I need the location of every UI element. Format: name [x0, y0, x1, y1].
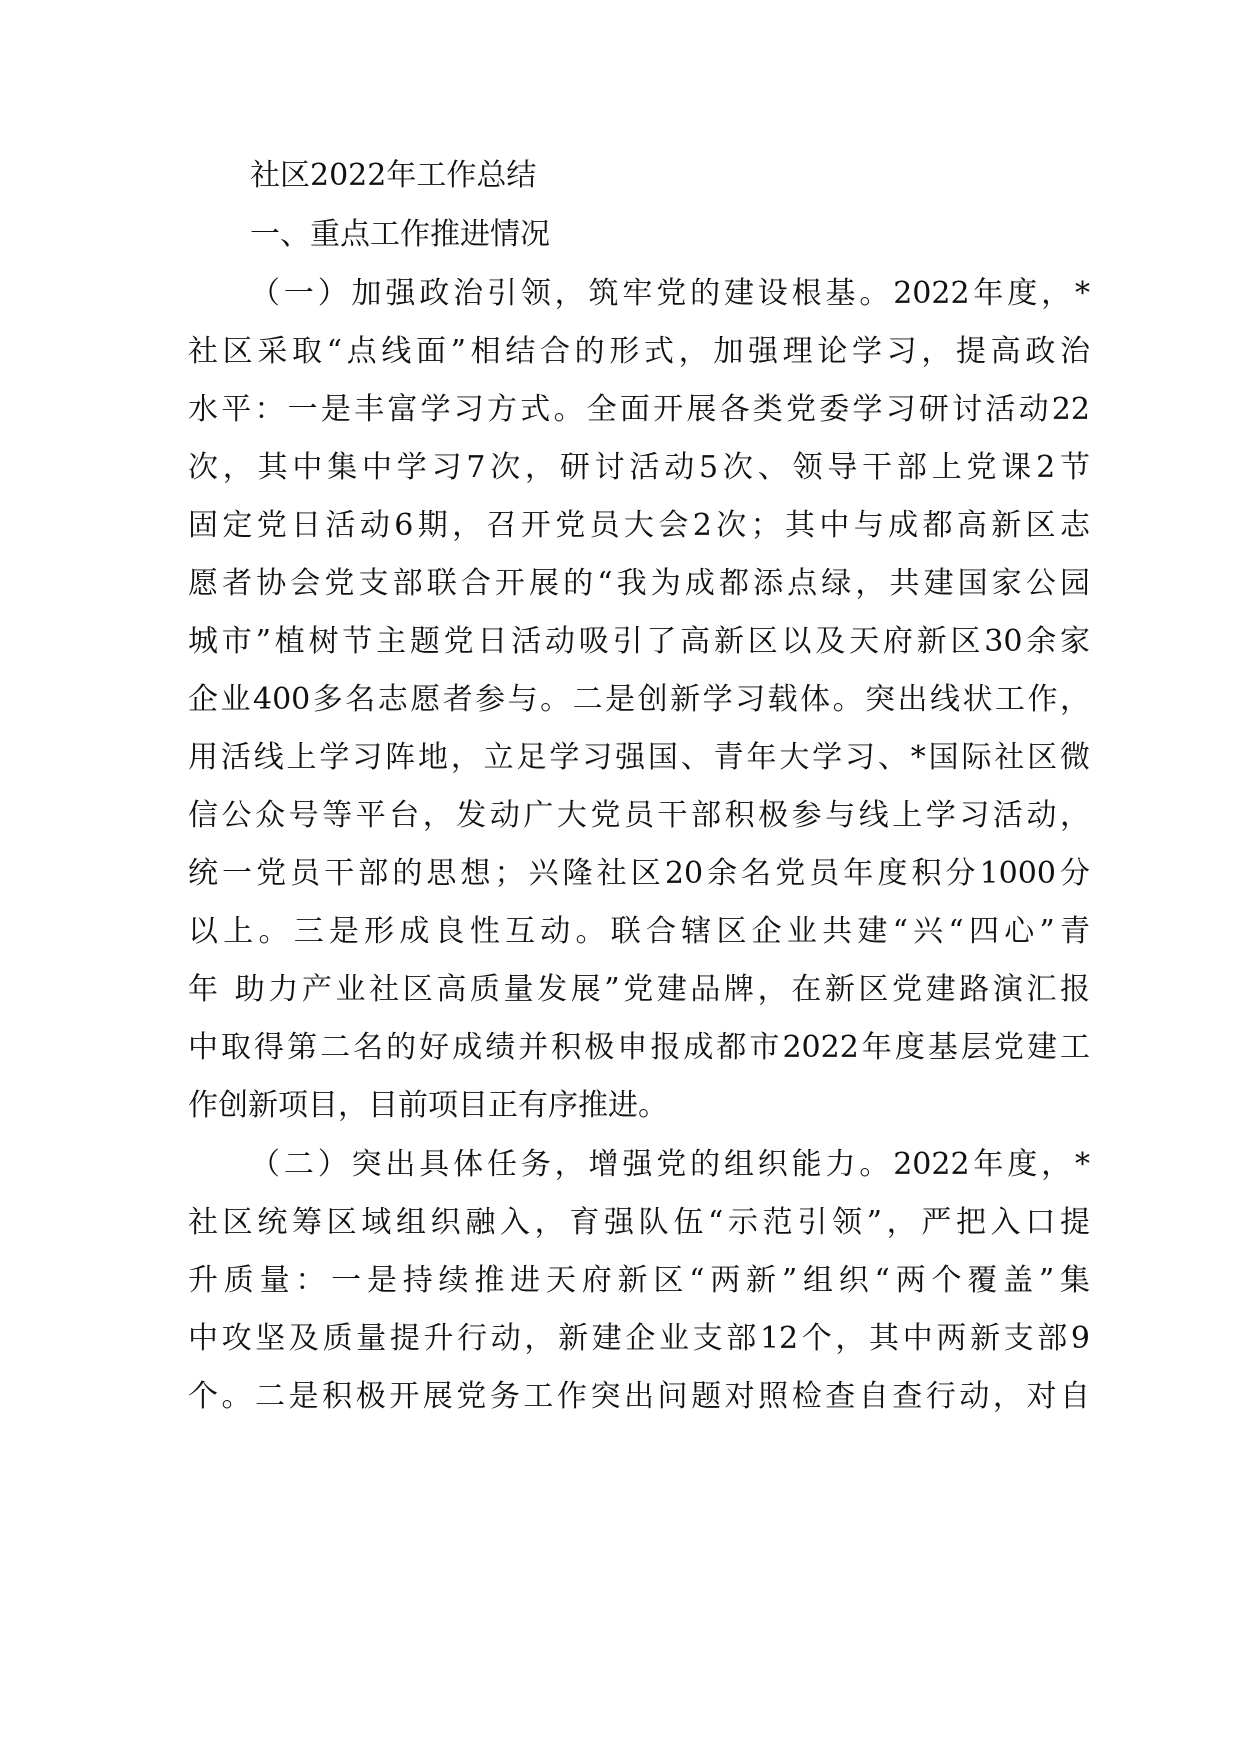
- paragraph-line: 信公众号等平台，发动广大党员干部积极参与线上学习活动，: [188, 798, 1090, 833]
- paragraph-line: （二）突出具体任务，增强党的组织能力。2022年度，*: [250, 1147, 1090, 1182]
- paragraph-line: 城市”植树节主题党日活动吸引了高新区以及天府新区30余家: [188, 624, 1090, 659]
- paragraph-line: 企业400多名志愿者参与。二是创新学习载体。突出线状工作，: [188, 682, 1090, 717]
- paragraph-line: 水平：一是丰富学习方式。全面开展各类党委学习研讨活动22: [188, 392, 1090, 427]
- paragraph-line: 社区统筹区域组织融入，育强队伍“示范引领”，严把入口提: [188, 1205, 1090, 1240]
- section-heading: 一、重点工作推进情况: [250, 217, 550, 252]
- paragraph-line: （一）加强政治引领，筑牢党的建设根基。2022年度，*: [250, 276, 1090, 311]
- paragraph-line: 个。二是积极开展党务工作突出问题对照检查自查行动，对自: [188, 1379, 1090, 1414]
- paragraph-line: 次，其中集中学习7次，研讨活动5次、领导干部上党课2节: [188, 450, 1090, 485]
- paragraph-line: 中取得第二名的好成绩并积极申报成都市2022年度基层党建工: [188, 1030, 1090, 1065]
- paragraph-line: 中攻坚及质量提升行动，新建企业支部12个，其中两新支部9: [188, 1321, 1090, 1356]
- paragraph-line: 统一党员干部的思想；兴隆社区20余名党员年度积分1000分: [188, 856, 1090, 891]
- paragraph-line: 社区采取“点线面”相结合的形式，加强理论学习，提高政治: [188, 334, 1090, 369]
- paragraph-line: 用活线上学习阵地，立足学习强国、青年大学习、*国际社区微: [188, 740, 1090, 775]
- document-title: 社区2022年工作总结: [250, 158, 537, 193]
- paragraph-line: 愿者协会党支部联合开展的“我为成都添点绿，共建国家公园: [188, 566, 1090, 601]
- paragraph-line: 以上。三是形成良性互动。联合辖区企业共建“兴“四心”青: [188, 914, 1090, 949]
- paragraph-line: 年 助力产业社区高质量发展”党建品牌，在新区党建路演汇报: [188, 972, 1090, 1007]
- paragraph-line: 固定党日活动6期，召开党员大会2次；其中与成都高新区志: [188, 508, 1090, 543]
- paragraph-line: 升质量：一是持续推进天府新区“两新”组织“两个覆盖”集: [188, 1263, 1090, 1298]
- paragraph-line: 作创新项目，目前项目正有序推进。: [188, 1088, 668, 1123]
